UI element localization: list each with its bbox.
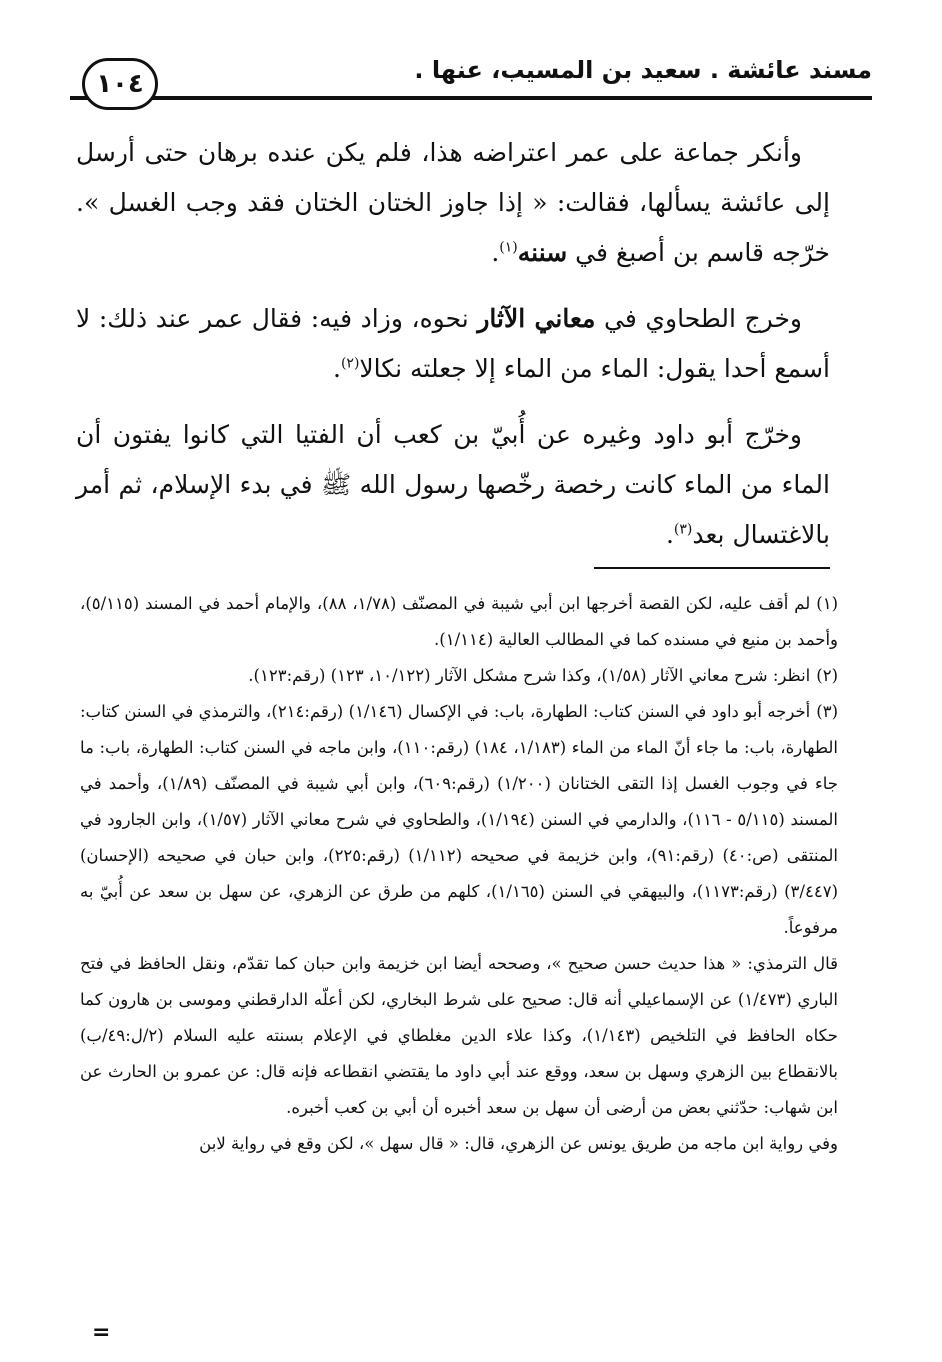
footnote-ref-1: (١) [499, 239, 518, 256]
paragraph-1-book: سننه [517, 238, 568, 267]
footnote-1-text: لم أقف عليه، لكن القصة أخرجها ابن أبي شيبة في المصنّف (١/٧٨، ٨٨)، والإمام أحمد في المسند (٥/١١٥)، وأحمد بن منيع في مسنده كما في المطالب العالية (١/١١٤). [80, 594, 838, 649]
footnote-3-number: (٣) [816, 702, 839, 721]
footnotes [80, 586, 838, 1162]
paragraph-1-end: . [491, 238, 500, 267]
paragraph-2 [76, 294, 830, 394]
footnote-1-number: (١) [816, 594, 838, 613]
continuation-mark: = [92, 1320, 111, 1345]
paragraph-2-text-after: نحوه، وزاد فيه: فقال عمر عند ذلك: لا أسمع أحدا يقول: الماء من الماء إلا جعلته نكالا [76, 304, 830, 383]
paragraph-1-text: وأنكر جماعة على عمر اعتراضه هذا، فلم يكن عنده برهان حتى أرسل إلى عائشة يسألها، فقالت: « إذا جاوز الختان الختان فقد وجب الغسل ». خرّجه قاسم بن أصبغ في [76, 138, 830, 267]
main-text [76, 128, 830, 576]
header-rule [70, 96, 872, 100]
paragraph-2-end: . [332, 354, 341, 383]
page-header [70, 50, 872, 110]
footnote-1 [80, 586, 838, 658]
footnote-ref-2: (٢) [340, 355, 360, 372]
footnote-3-text: أخرجه أبو داود في السنن كتاب: الطهارة، باب: في الإكسال (١/١٤٦) (رقم:٢١٤)، والترمذي في السنن كتاب: الطهارة، باب: ما جاء أنّ الماء من الماء (١/١٨٣، ١٨٤) (رقم:١١٠)، وابن ماجه في السنن كتاب: الطهارة، باب: ما جاء في وجوب الغسل إذا التقى الختانان (١/٢٠٠) (رقم:٦٠٩)، وابن أبي شيبة في المصنّف (١/٨٩)، وأحمد في المسند (٥/١١٥ - ١١٦)، والدارمي في السنن (١/١٩٤)، والطحاوي في شرح معاني الآثار (١/٥٧)، وابن الجارود في المنتقى (ص:٤٠) (رقم:٩١)، وابن خزيمة في صحيحه (١/١١٢) (رقم:٢٢٥)، وابن حبان في صحيحه (الإحسان) (٣/٤٤٧) (رقم:١١٧٣)، والبيهقي في السنن (١/١٦٥)، كلهم من طرق عن الزهري، عن سهل بن سعد عن أُبيّ به مرفوعاً. [80, 702, 839, 937]
footnote-separator [594, 567, 830, 569]
paragraph-3 [76, 410, 830, 560]
footnote-3 [80, 694, 838, 946]
running-title: مسند عائشة . سعيد بن المسيب، عنها . [414, 56, 872, 84]
footnote-2-text: انظر: شرح معاني الآثار (١/٥٨)، وكذا شرح مشكل الآثار (١٠/١٢٢، ١٢٣) (رقم:١٢٣). [248, 666, 811, 685]
page-number: ١٠٤ [96, 69, 144, 99]
paragraph-3-text: وخرّج أبو داود وغيره عن أُبيّ بن كعب أن الفتيا التي كانوا يفتون أن الماء من الماء كانت رخصة رخّصها رسول الله ﷺ في بدء الإسلام، ثم أمر بالاغتسال بعد [76, 420, 830, 549]
footnote-ref-3: (٣) [673, 521, 693, 538]
paragraph-2-book: معاني الآثار [477, 304, 596, 333]
paragraph-1 [76, 128, 830, 278]
page-number-frame [82, 58, 158, 110]
paragraph-2-text-before: وخرج الطحاوي في [595, 304, 802, 333]
footnote-3-continuation-1: قال الترمذي: « هذا حديث حسن صحيح »، وصححه أيضا ابن خزيمة وابن حبان كما تقدّم، ونقل الحافظ في فتح الباري (١/٤٧٣) عن الإسماعيلي أنه قال: صحيح على شرط البخاري، لكن أعلّه الدارقطني وموسى بن هارون كما حكاه الحافظ في التلخيص (١/١٤٣)، وكذا علاء الدين مغلطاي في الإعلام بسنته عليه السلام (٢/ل:٤٩/ب) بالانقطاع بين الزهري وسهل بن سعد، ووقع عند أبي داود ما يقتضي انقطاعه فإنه قال: عن عمرو بن الحارث عن ابن شهاب: حدّثني بعض من أرضى أن سهل بن سعد أخبره أن أبي بن كعب أخبره. [80, 954, 839, 1117]
footnote-3-continuation-2: وفي رواية ابن ماجه من طريق يونس عن الزهري، قال: « قال سهل »، لكن وقع في رواية لابن [199, 1134, 838, 1153]
footnote-2 [80, 658, 838, 694]
paragraph-3-end: . [665, 520, 674, 549]
footnote-2-number: (٢) [816, 666, 838, 685]
